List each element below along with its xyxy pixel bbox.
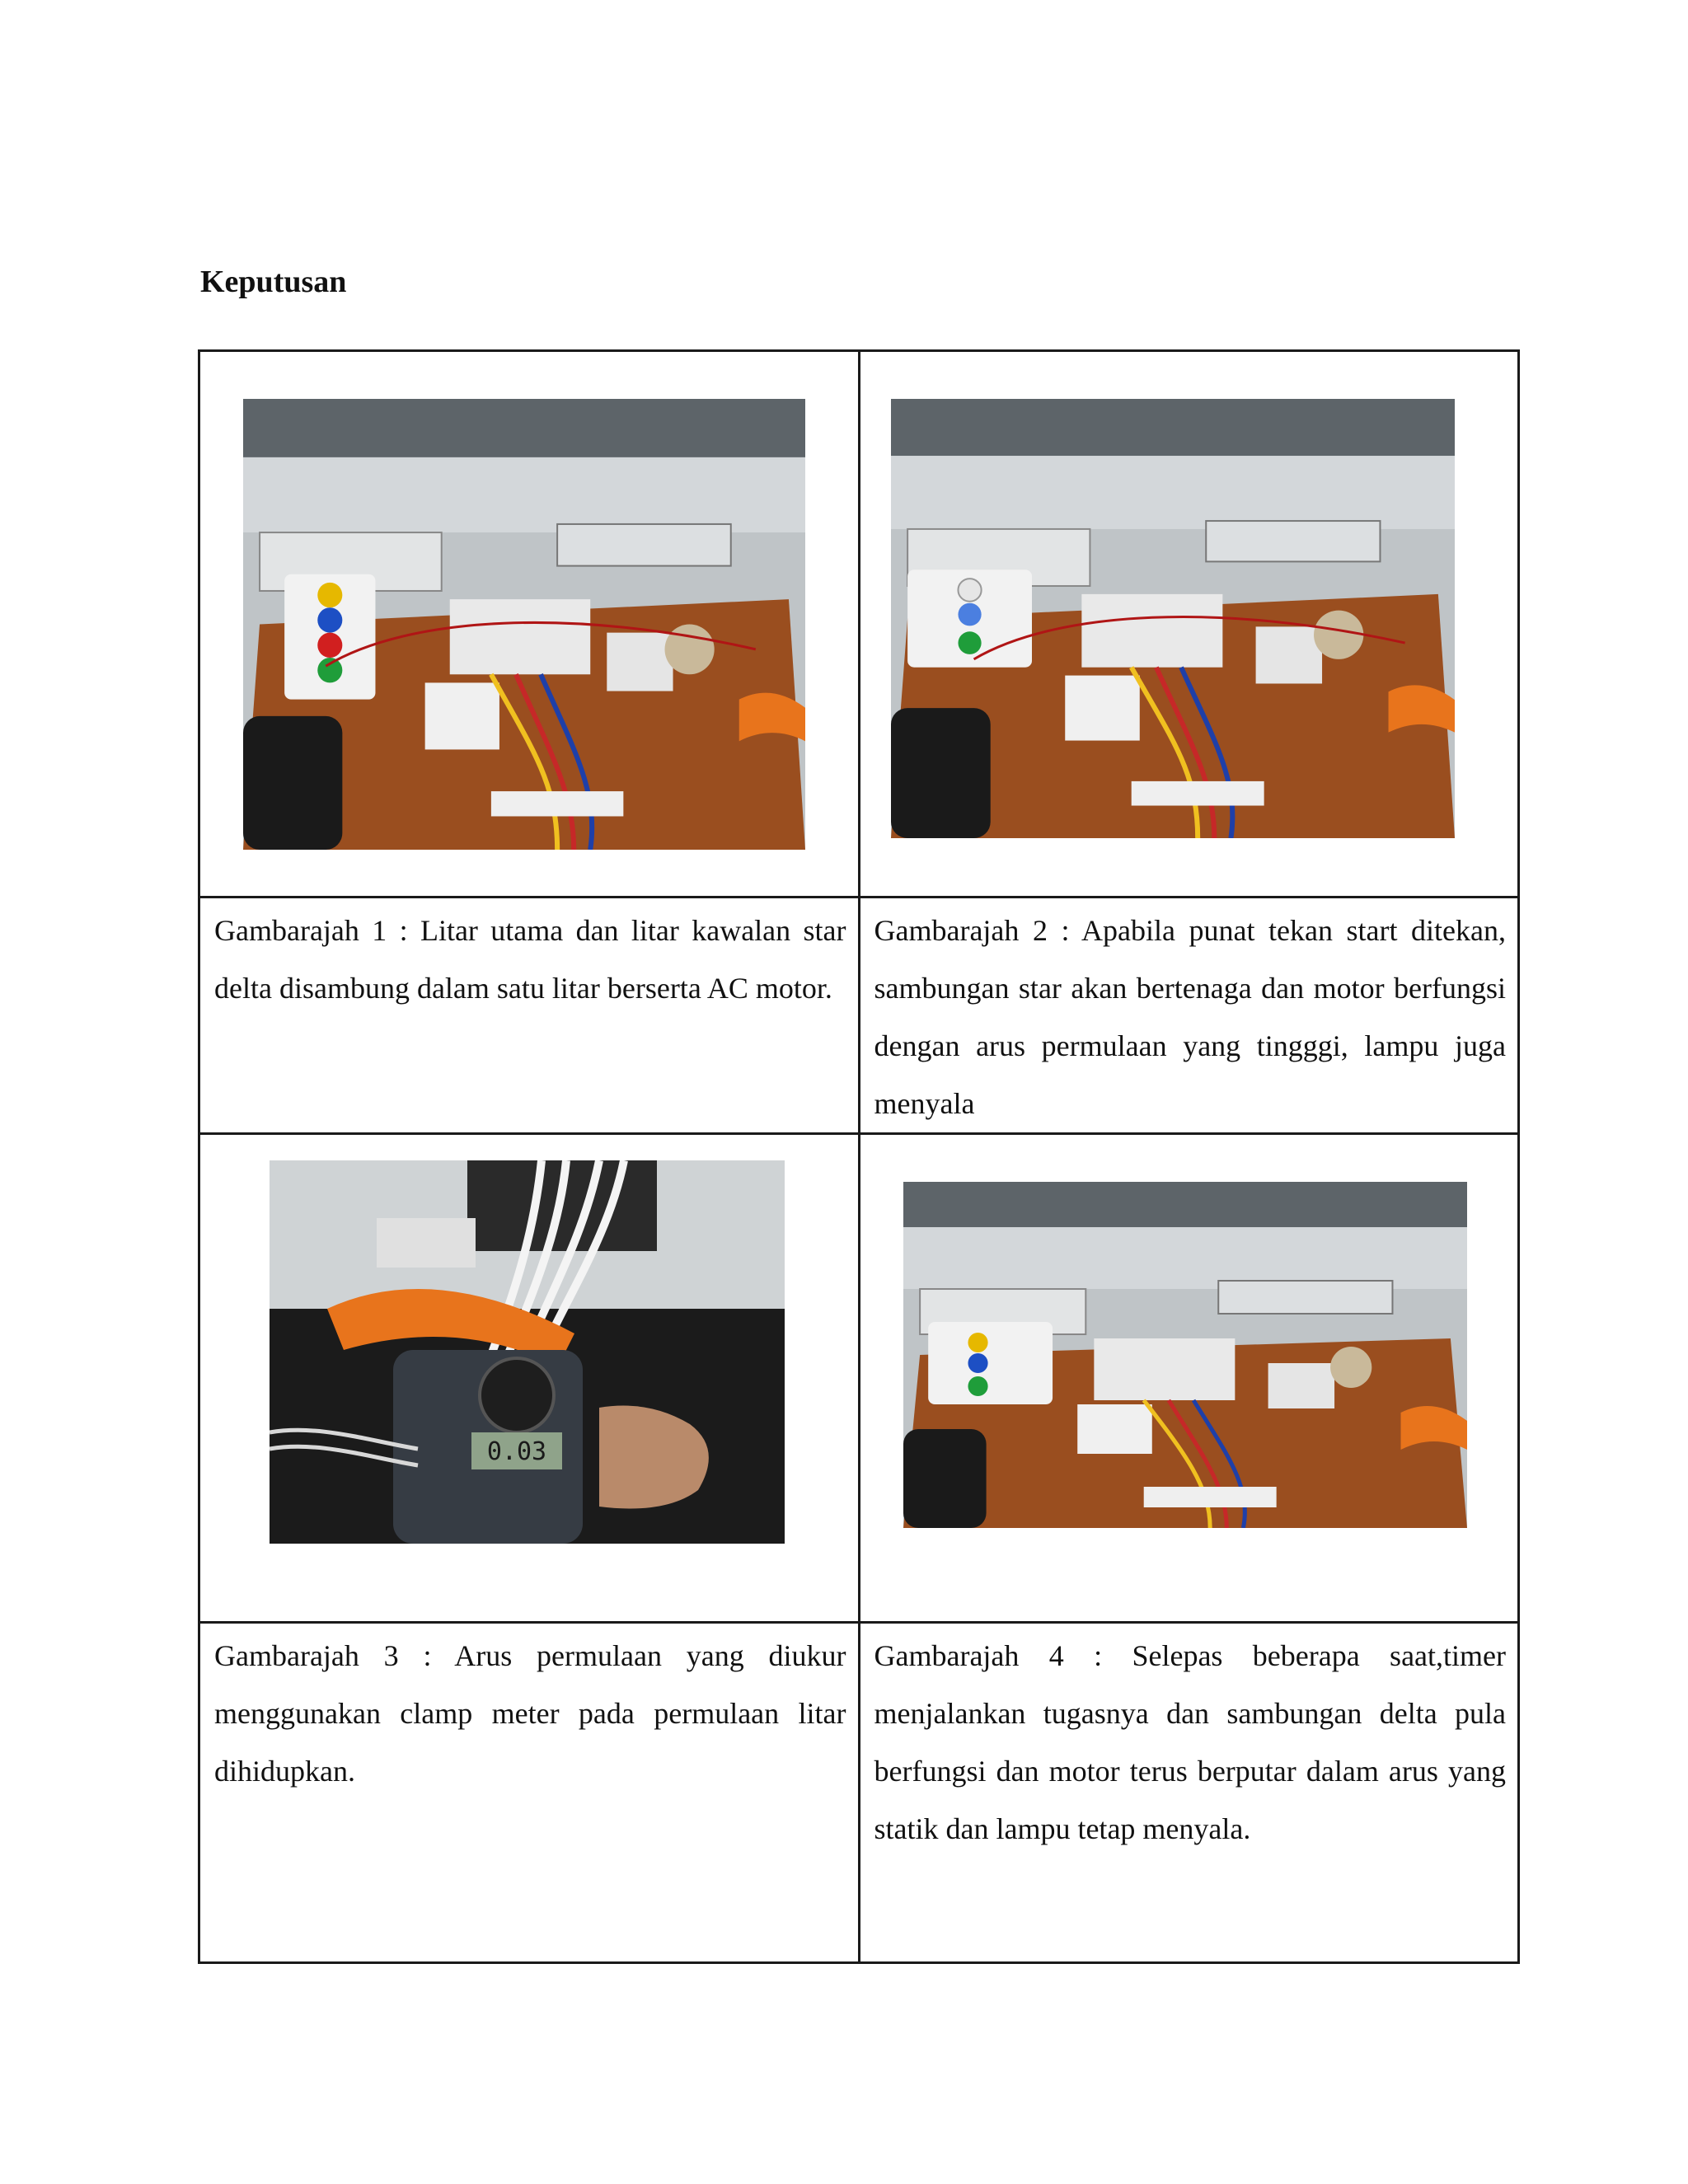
- figure-3-image-cell: [199, 1134, 860, 1623]
- figure-3-caption-cell: [199, 1623, 860, 1963]
- figure-4-caption-cell: [859, 1623, 1519, 1963]
- figure-1-caption: Gambarajah 1 : Litar utama dan litar kawalan star delta disambung dalam satu litar berserta AC motor.: [214, 914, 846, 1005]
- photo-circuit-board-1: [243, 399, 805, 850]
- figure-2-caption-cell: [859, 898, 1519, 1134]
- figure-4-caption: Gambarajah 4 : Selepas beberapa saat,timer menjalankan tugasnya dan sambungan delta pula berfungsi dan motor terus berputar dalam arus yang statik dan lampu tetap menyala.: [874, 1639, 1506, 1845]
- figure-2-caption: Gambarajah 2 : Apabila punat tekan start ditekan, sambungan star akan bertenaga dan motor berfungsi dengan arus permulaan yang tingggi, lampu juga menyala: [874, 914, 1506, 1120]
- image-row: [199, 351, 1519, 898]
- meter-display-reading: 0.03: [486, 1437, 547, 1466]
- results-table: [198, 349, 1520, 1964]
- caption-row: [199, 1623, 1519, 1963]
- section-heading: Keputusan: [200, 265, 347, 299]
- figure-1-image-cell: [199, 351, 860, 898]
- figure-3-caption: Gambarajah 3 : Arus permulaan yang diukur menggunakan clamp meter pada permulaan litar dihidupkan.: [214, 1639, 846, 1788]
- figure-4-image-cell: [859, 1134, 1519, 1623]
- figure-1-caption-cell: [199, 898, 860, 1134]
- photo-clamp-meter: [270, 1160, 785, 1544]
- caption-row: [199, 898, 1519, 1134]
- photo-circuit-board-4: [903, 1182, 1467, 1528]
- image-row: [199, 1134, 1519, 1623]
- figure-2-image-cell: [859, 351, 1519, 898]
- photo-circuit-board-2: [891, 399, 1455, 838]
